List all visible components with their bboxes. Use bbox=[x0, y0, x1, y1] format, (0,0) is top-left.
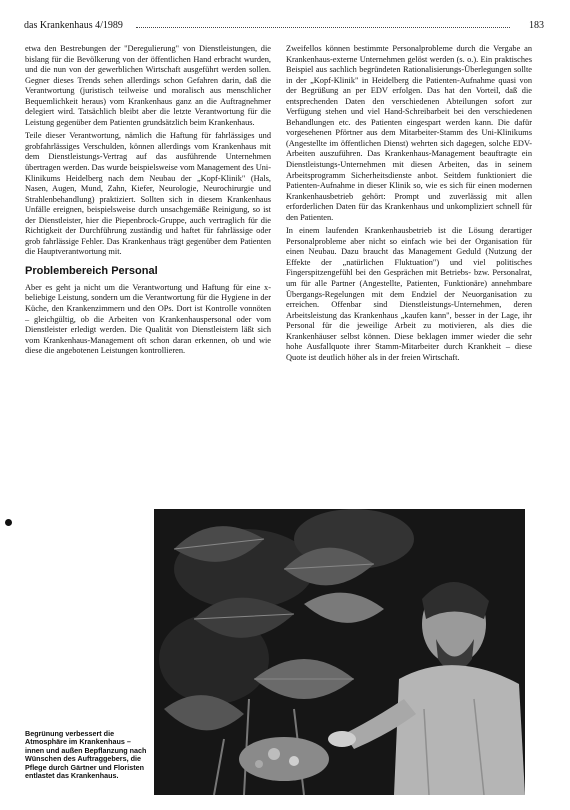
section-heading: Problembereich Personal bbox=[25, 264, 158, 277]
paragraph: In einem laufenden Krankenhausbetrieb ist die Lösung derartiger Personalprobleme aber nicht so einfach wie bei der Organisation für einen Neubau. Dazu braucht das Management Geduld (Nutzung der Effekte der „natürlichen Fluktuation") und viel politisches Fingerspitzengefühl bei den Gesprächen mit Betriebs- bzw. Personalrat, um für alle Partner (Angestellte, Patienten, Funktionäre) annehmbare Übergangs-Regelungen mit dem Endziel der Neuorganisation zu erreichen. Offenbar sind Dienstleistungs-Unternehmen, deren Arbeitsleistung das Krankenhaus „kaufen kann", besser in der Lage, ihr Personal für die jeweilige Arbeit zu motivieren, als dies die Krankenhäuser selbst können. Diese beklagen immer wieder die sehr hohe Ausfallquote ihrer Stamm-Mitarbeiter durch Krankheit – diese Quote ist deutlich höher als in der freien Wirtschaft. bbox=[286, 226, 532, 362]
page-number: 183 bbox=[529, 20, 544, 31]
page-header bbox=[24, 19, 544, 33]
left-column bbox=[25, 44, 271, 360]
right-column bbox=[286, 44, 532, 366]
photo-illustration bbox=[154, 509, 525, 795]
photo-caption: Begrünung verbessert die Atmosphäre im Krankenhaus – innen und außen Bepflanzung nach Wünschen des Auftraggebers, die Pflege durch Gärtner und Floristen entlastet das Krankenhaus. bbox=[25, 729, 147, 781]
paragraph: Aber es geht ja nicht um die Verantwortung und Haftung für eine x-beliebige Leistung, sondern um die Verantwortung für die Hygiene in der Küche, den Krankenzimmern und den OPs. Dort ist Kontrolle vonnöten – gleichgültig, ob die Arbeiten von Krankenhauspersonal oder vom Dienstleister erledigt werden. Die Qualität von Dienstleistern läßt sich vom Krankenhaus-Management oft schon daran erkennen, ob und wie diese die angebotenen Leistungen kontrollieren. bbox=[25, 282, 271, 356]
paragraph: Teile dieser Verantwortung, nämlich die Haftung für fahrlässiges und grobfahrlässiges Verschulden, können allerdings vom Krankenhaus mit dem Dienstleistungs-Vertrag auf das ausführende Unternehmen übertragen werden. Das wurde beispielsweise vom Management des Uni-Klinikums Heidelberg nach dem Neubau der „Kopf-Klinik" (Hals, Nasen, Augen, Mund, Zahn, Kiefer, Neurologie, Neurochirurgie und Strahlenbehandlung) praktiziert. Sollten sich in diesem Krankenhaus Unfälle ereignen, beispielsweise durch unsachgemäße Reinigung, so ist der Dienstleister, hier die Piepenbrock-Gruppe, auch vertraglich für die Richtigkeit der Durchführung zuständig und haftet für fahrlässige oder grob fahrlässige Fehler. Das Krankenhaus trägt gegenüber dem Patienten die Hauptverantwortung mit. bbox=[25, 131, 271, 257]
punch-hole-mark bbox=[5, 519, 12, 526]
paragraph: Zweifellos können bestimmte Personalprobleme durch die Vergabe an Krankenhaus-externe Unternehmen gelöst werden (s. o.). Ein praktisches Beispiel aus sachlich begründeten Rationalisierungs-Überlegungen sollte in der „Kopf-Klinik" in Heidelberg die Patienten-Aufnahme quasi von der Begrüßung an per EDV erfolgen. Das hat den Vorteil, daß die entsprechenden Daten den verschiedenen Abteilungen sofort zur Verfügung stehen und viel Hand-Schreibarbeit bei den verschiedenen Behandlungen etc. des Patienten eingespart werden kann. Die dafür vorgesehenen Pförtner aus dem Mitarbeiter-Stamm des Uni-Klinikums (Angestellte im öffentlichen Dienst) wehrten sich dagegen, solche EDV-Arbeiten auszuführen. Das Krankenhaus-Management beauftragte ein Dienstleistungs-Unternehmen mit diesen Arbeiten, das in seinem Arbeitsprogramm Sicherheitsdienste anbot. Seitdem funktioniert die Patienten-Aufnahme in dieser Klinik so, wie es sich für einen modernen Krankenhausbetrieb gehört: Prompt und zuverlässig mit allen erforderlichen Daten für das Krankenhaus und unkompliziert schnell für den Patienten. bbox=[286, 44, 532, 222]
header-rule bbox=[136, 27, 510, 28]
photo-gardener-with-plants bbox=[154, 509, 525, 795]
paragraph: etwa den Bestrebungen der "Deregulierung" von Dienstleistungen, die bislang für die Bevölkerung von der öffentlichen Hand erbracht wurden, und die nun von der gewerblichen Wirtschaft ausgeführt werden sollen. Gegner dieses Trends sehen allerdings schon Gefahren darin, daß die Verantwortung (juristisch teilweise und moralisch aus menschlicher Bequemlichkeit heraus) vom Krankenhaus ganz an die Auftragnehmer delegiert wird. Tatsächlich bleibt aber die letzte Verantwortung für die Leistung gegenüber dem Patienten grundsätzlich beim Krankenhaus. bbox=[25, 44, 271, 127]
journal-title: das Krankenhaus 4/1989 bbox=[24, 20, 123, 31]
